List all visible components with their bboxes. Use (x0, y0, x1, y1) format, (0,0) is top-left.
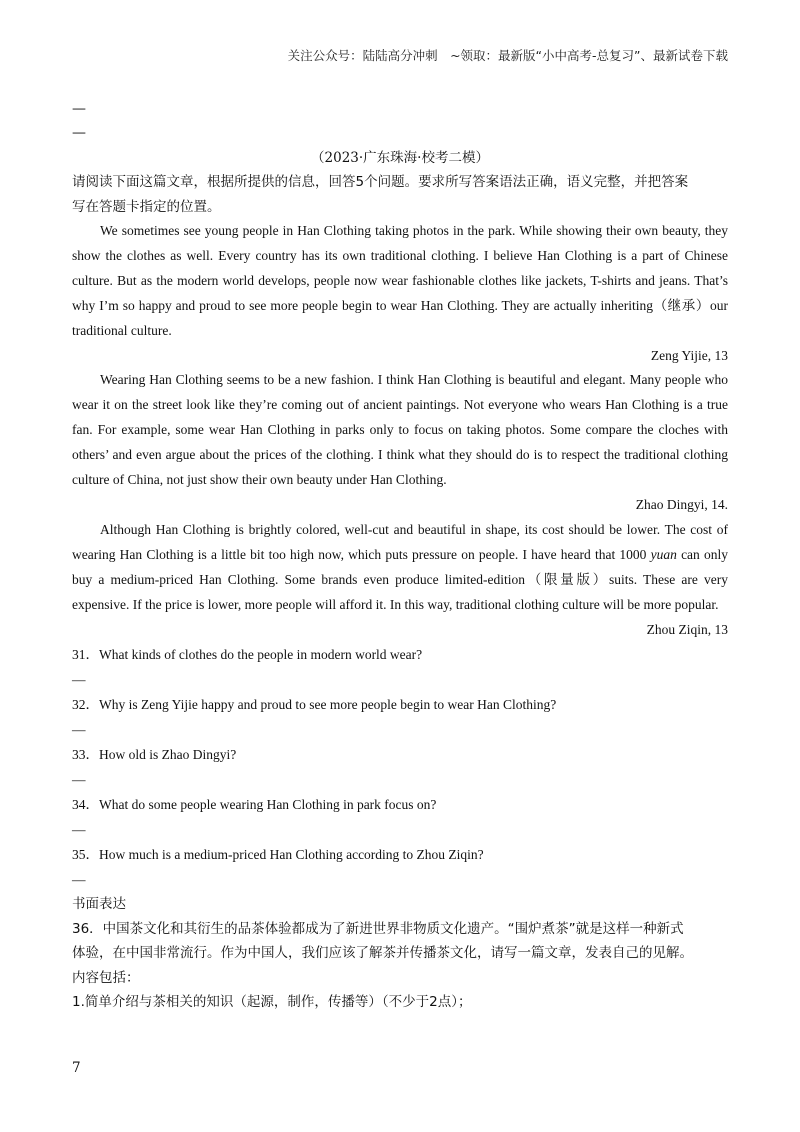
page-header: 关注公众号：陆陆高分冲刺 ~领取：最新版“小中高考-总复习”、最新试卷下载 (287, 48, 728, 63)
passage-italic-word: yuan (650, 546, 677, 562)
passage-author: Zhou Ziqin, 13 (646, 621, 728, 637)
passage-text: Although Han Clothing is brightly colored, well-cut and beautiful in shape, its cost should be lower. The cost of wearing Han Clothing is a little bit too high now, which puts pressure on people. I have heard that 1000 (72, 521, 728, 562)
passage-paragraph: We sometimes see young people in Han Clothing taking photos in the park. While showing their own beauty, they show the clothes as well. Every country has its own traditional clothing. I believe Han Clothing is a part of Chinese culture. But as the modern world develops, people now wear fashionable clothes like jackets, T-shirts and jeans. That’s why I’m so happy and proud to see more people begin to wear Han Clothing. They are actually inheriting（继承）our traditional culture. (72, 223, 728, 338)
writing-line: 内容包括： (72, 969, 140, 986)
question: 33．How old is Zhao Dingyi? (72, 747, 237, 763)
instructions (72, 170, 728, 219)
writing-line: 体验，在中国非常流行。作为中国人，我们应该了解茶并传播茶文化，请写一篇文章，发表自己的见解。 (72, 945, 693, 962)
page-number: 7 (72, 1060, 81, 1076)
answer-blank[interactable]: — (72, 771, 86, 787)
writing-section-title: 书面表达 (72, 896, 126, 913)
passage-author: Zhao Dingyi, 14. (635, 496, 728, 512)
answer-blank[interactable]: — (72, 672, 86, 688)
writing-section (72, 892, 728, 1015)
passage-text: can only buy a medium-priced Han Clothing. Some brands even produce limited-edition（限量版）suits. These are very expensive. If the price is lower, more people will afford it. In this way, traditional clothing culture will be more popular. (72, 546, 728, 612)
answer-blank-dash: — (72, 125, 86, 141)
question: 34．What do some people wearing Han Clothing in park focus on? (72, 796, 437, 812)
question: 32．Why is Zeng Yijie happy and proud to see more people begin to wear Han Clothing? (72, 697, 557, 713)
answer-blank[interactable]: — (72, 871, 86, 887)
question: 31．What kinds of clothes do the people in modern world wear? (72, 647, 423, 663)
answer-blank[interactable]: — (72, 821, 86, 837)
exam-source: （2023·广东珠海·校考二模） (311, 150, 489, 166)
writing-line: 36．中国茶文化和其衍生的品茶体验都成为了新进世界非物质文化遗产。“围炉煮茶”就是这样一种新式 (72, 920, 684, 937)
instruction-line: 请阅读下面这篇文章，根据所提供的信息，回答5个问题。要求所写答案语法正确，语义完整，并把答案 (72, 174, 689, 190)
instruction-line: 写在答题卡指定的位置。 (72, 198, 221, 215)
answer-blank-dash: — (72, 101, 86, 117)
passage-paragraph: Wearing Han Clothing seems to be a new fashion. I think Han Clothing is beautiful and elegant. Many people who wear it on the street look like they’re coming out of ancient paintings. Not everyone who wears Han Clothing is a true fan. For example, some wear Han Clothing in parks only to focus on taking photos. Some compare the cloches with others’ and even argue about the prices of the clothing. I think what they should do is to respect the traditional clothing culture of China, not just show their own beauty under Han Clothing. (72, 372, 728, 488)
questions-list (72, 643, 728, 892)
passage-paragraph (72, 518, 728, 618)
writing-line: 1.简单介绍与茶相关的知识（起源，制作，传播等）（不少于2点）； (72, 994, 472, 1011)
answer-blank[interactable]: — (72, 722, 86, 738)
passage-author: Zeng Yijie, 13 (650, 347, 728, 363)
main-content (72, 170, 728, 1015)
question: 35．How much is a medium-priced Han Clothing according to Zhou Ziqin? (72, 846, 484, 862)
